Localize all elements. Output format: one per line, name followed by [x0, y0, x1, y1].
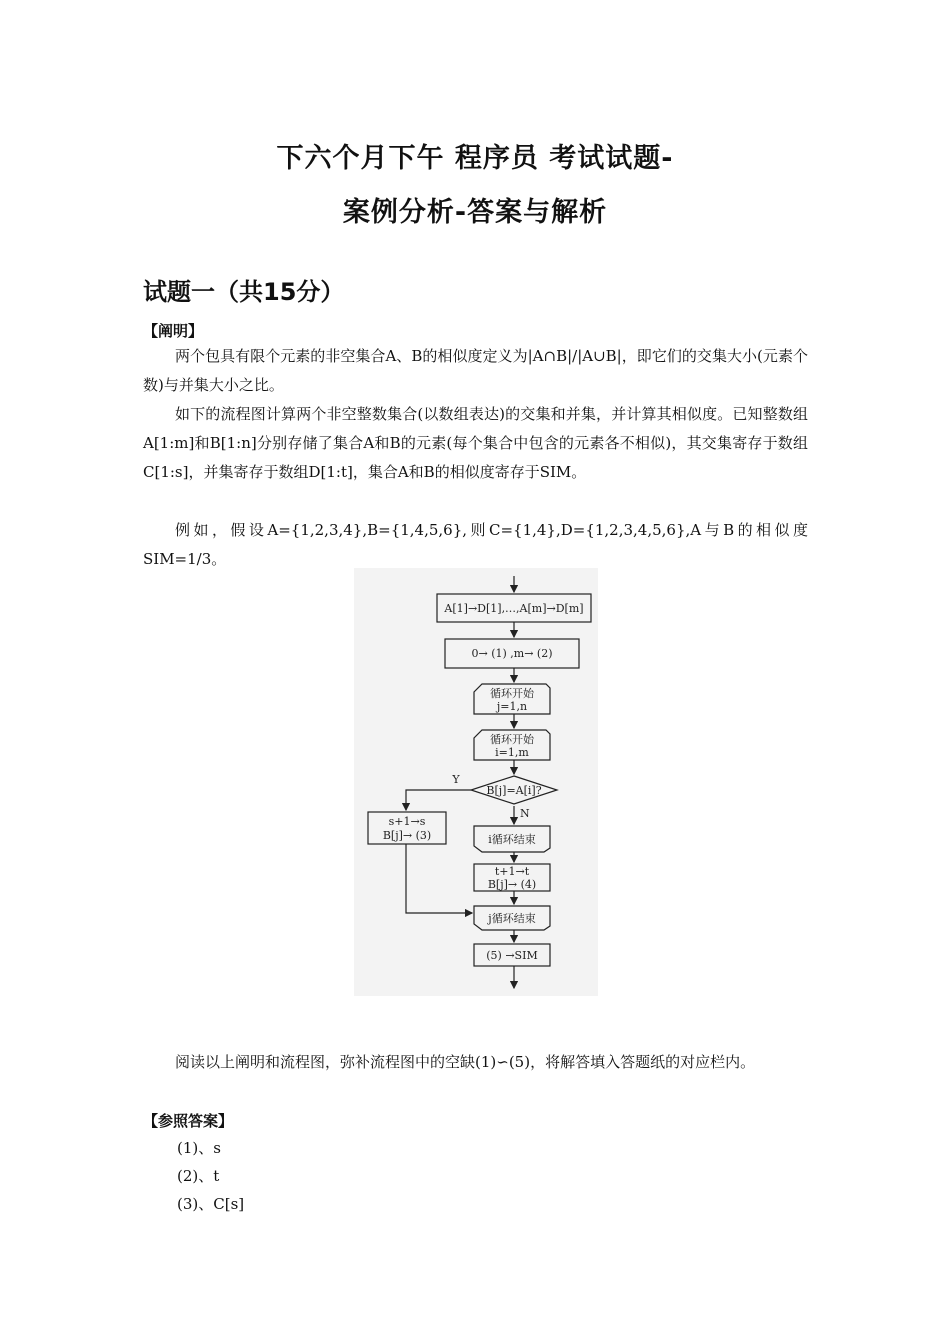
flow-text: 循环开始: [490, 687, 534, 700]
section-heading: 试题一（共15分）: [143, 278, 345, 306]
description-paragraph: 例如，假设A={1,2,3,4},B={1,4,5,6},则C={1,4},D={1,2,3,4,5,6},A与B的相似度SIM=1/3。: [143, 521, 808, 568]
instruction-paragraph: 阅读以上阐明和流程图，弥补流程图中的空缺(1)∽(5)，将解答填入答题纸的对应栏内。: [175, 1053, 756, 1071]
flow-text: (5) →SIM: [486, 949, 538, 962]
flow-text: i循环结束: [488, 833, 536, 846]
answer-label: 【参照答案】: [143, 1112, 234, 1130]
flow-text: j=1,n: [496, 700, 528, 713]
answer-item: (1)、s: [177, 1139, 221, 1157]
flow-text: B[j]→ (3): [382, 829, 432, 842]
flow-arrow-yes: [406, 790, 471, 810]
document-title-line2: 案例分析-答案与解析: [342, 197, 608, 228]
flow-text: j循环结束: [488, 912, 536, 925]
flow-text: s+1→s: [388, 815, 426, 828]
description-paragraph: 如下的流程图计算两个非空整数集合(以数组表达)的交集和并集，并计算其相似度。已知整数组A[1:m]和B[1:n]分别存储了集合A和B的元素(每个集合中包含的元素各不相似)，其交集寄存于数组C[1:s]，并集寄存于数组D[1:t]，集合A和B的相似度寄存于SIM。: [143, 405, 808, 481]
description-paragraph: 两个包具有限个元素的非空集合A、B的相似度定义为|A∩B|/|A∪B|，即它们的交集大小(元素个数)与并集大小之比。: [143, 347, 808, 394]
flow-text: B[j]→ (4): [487, 878, 537, 891]
flow-text: Y: [452, 773, 460, 786]
flow-text: 循环开始: [490, 733, 534, 746]
flow-text: t+1→t: [494, 865, 530, 878]
document-title-line1: 下六个月下午 程序员 考试试题-: [276, 143, 674, 174]
flow-text: N: [520, 807, 530, 820]
flow-text: A[1]→D[1],…,A[m]→D[m]: [444, 602, 584, 615]
flow-arrow-merge: [406, 844, 472, 913]
description-label: 【阐明】: [143, 322, 204, 340]
answer-item: (2)、t: [177, 1167, 220, 1185]
flow-text: B[j]=A[i]?: [486, 784, 542, 797]
flow-text: i=1,m: [495, 746, 529, 759]
answer-item: (3)、C[s]: [177, 1195, 245, 1213]
flowchart: [354, 568, 598, 996]
flow-text: 0→ (1) ,m→ (2): [471, 647, 553, 660]
